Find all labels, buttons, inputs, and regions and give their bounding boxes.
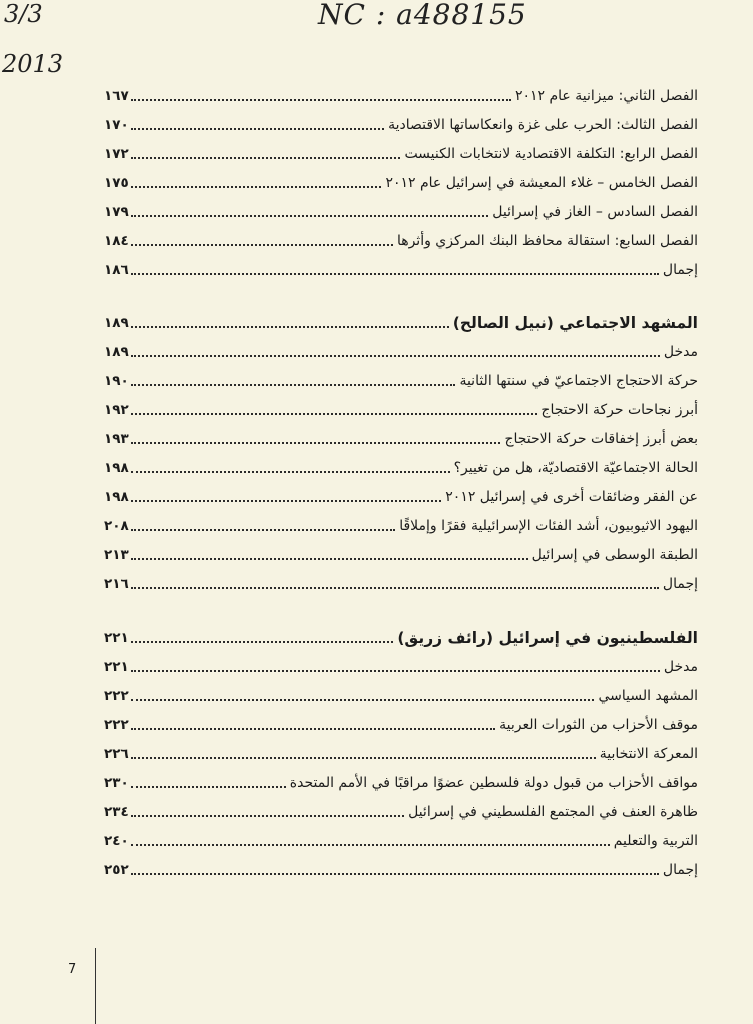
page-number: 7 (68, 962, 77, 977)
dot-leader (131, 99, 511, 101)
dot-leader (131, 699, 595, 701)
toc-entry-title: المشهد السياسي (598, 688, 698, 704)
toc-entry (104, 769, 698, 793)
toc-entry-title: موقف الأحزاب من الثورات العربية (499, 717, 698, 733)
toc-entry (104, 338, 698, 362)
dot-leader (131, 873, 659, 875)
toc-entry-title: إجمال (662, 862, 698, 878)
dot-leader (131, 587, 659, 589)
toc-entry-page: ١٨٤ (104, 233, 129, 249)
handwritten-year: 2013 (2, 50, 64, 78)
toc-entry-page: ١٧٥ (104, 175, 129, 191)
toc-entry-title: الفصل الثالث: الحرب على غزة وانعكاساتها الاقتصادية (388, 117, 698, 133)
toc-entry-title: إجمال (662, 262, 698, 278)
toc-entry-title: مدخل (663, 344, 698, 360)
toc-entry (104, 570, 698, 594)
toc-entry (104, 198, 698, 222)
toc-entry-title: حركة الاحتجاج الاجتماعيّ في سنتها الثانية (459, 373, 698, 389)
dot-leader (131, 215, 489, 217)
toc-entry-page: ٢٥٢ (104, 862, 129, 878)
toc-entry-page: ١٨٦ (104, 262, 129, 278)
toc-entry-page: ١٧٢ (104, 146, 129, 162)
toc-entry-page: ٢٣٠ (104, 775, 129, 791)
toc-entry (104, 227, 698, 251)
toc-entry-title: الفصل السادس – الغاز في إسرائيل (492, 204, 698, 220)
toc-entry-title: الفصل الثاني: ميزانية عام ٢٠١٢ (514, 88, 698, 104)
dot-leader (131, 273, 659, 275)
toc-entry-page: ٢٢٢ (104, 688, 129, 704)
toc-entry-title: الطبقة الوسطى في إسرائيل (531, 547, 698, 563)
footer-divider (95, 948, 96, 1024)
dot-leader (131, 641, 394, 643)
toc-entry-page: ٢١٣ (104, 547, 129, 563)
toc-entry (104, 256, 698, 280)
toc-entry (104, 367, 698, 391)
toc-entry-page: ٢٠٨ (104, 518, 129, 534)
toc-entry (104, 682, 698, 706)
handwritten-volume-fraction: 3/3 (4, 0, 43, 28)
dot-leader (131, 413, 538, 415)
dot-leader (131, 186, 382, 188)
toc-entry-title: بعض أبرز إخفاقات حركة الاحتجاج (504, 431, 698, 447)
toc-entry-title: مدخل (663, 659, 698, 675)
toc-entry-title: ظاهرة العنف في المجتمع الفلسطيني في إسرائيل (408, 804, 698, 820)
dot-leader (131, 442, 501, 444)
toc-entry-page: ١٨٩ (104, 344, 129, 360)
dot-leader (131, 500, 442, 502)
toc-entry-title: التربية والتعليم (613, 833, 698, 849)
toc-entry-title: إجمال (662, 576, 698, 592)
toc-entry-page: ١٩٨ (104, 460, 129, 476)
toc-entry-page: ٢٢١ (104, 659, 129, 675)
toc-entry-page: ١٨٩ (104, 315, 129, 331)
toc-entry-title: اليهود الاثيوبيون، أشد الفئات الإسرائيلية فقرًا وإملاقًا (399, 518, 698, 534)
toc-entry (104, 711, 698, 735)
dot-leader (131, 670, 660, 672)
toc-entry-page: ٢٢٦ (104, 746, 129, 762)
toc-entry-title: الفلسطينيون في إسرائيل (رائف زريق) (397, 629, 698, 647)
toc-entry-title: المشهد الاجتماعي (نبيل الصالح) (452, 314, 698, 332)
toc-entry (104, 483, 698, 507)
toc-entry (104, 82, 698, 106)
toc-entry-page: ٢٣٤ (104, 804, 129, 820)
dot-leader (131, 529, 395, 531)
toc-section-heading (104, 624, 698, 648)
toc-entry-page: ١٩٢ (104, 402, 129, 418)
toc-entry (104, 856, 698, 880)
toc-entry-title: الفصل الرابع: التكلفة الاقتصادية لانتخابات الكنيست (404, 146, 698, 162)
toc-section-heading (104, 309, 698, 333)
dot-leader (131, 757, 596, 759)
dot-leader (131, 815, 404, 817)
toc-entry (104, 454, 698, 478)
toc-entry (104, 169, 698, 193)
toc-entry-page: ١٩٣ (104, 431, 129, 447)
toc-entry-page: ١٧٩ (104, 204, 129, 220)
dot-leader (131, 471, 450, 473)
dot-leader (131, 326, 449, 328)
toc-entry (104, 512, 698, 536)
toc-entry-title: الفصل السابع: استقالة محافظ البنك المركزي وأثرها (396, 233, 698, 249)
toc-entry-title: مواقف الأحزاب من قبول دولة فلسطين عضوًا مراقبًا في الأمم المتحدة (289, 775, 698, 791)
toc-entry-page: ١٦٧ (104, 88, 129, 104)
toc-entry (104, 653, 698, 677)
dot-leader (131, 728, 495, 730)
dot-leader (131, 128, 384, 130)
dot-leader (131, 157, 401, 159)
toc-entry (104, 827, 698, 851)
toc-entry-page: ١٩٠ (104, 373, 129, 389)
toc-entry (104, 740, 698, 764)
toc-entry-page: ٢٤٠ (104, 833, 129, 849)
toc-entry-title: الفصل الخامس – غلاء المعيشة في إسرائيل عام ٢٠١٢ (385, 175, 698, 191)
toc-entry-title: الحالة الاجتماعيّة الاقتصاديّة، هل من تغيير؟ (453, 460, 698, 476)
toc-entry-page: ١٩٨ (104, 489, 129, 505)
toc-entry-title: عن الفقر وضائقات أخرى في إسرائيل ٢٠١٢ (445, 489, 698, 505)
toc-entry-page: ٢١٦ (104, 576, 129, 592)
toc-entry (104, 541, 698, 565)
toc-entry-title: أبرز نجاحات حركة الاحتجاج (541, 402, 698, 418)
dot-leader (131, 244, 393, 246)
dot-leader (131, 558, 528, 560)
toc-entry (104, 396, 698, 420)
handwritten-catalog-number: NC : a488155 (318, 0, 527, 31)
toc-entry (104, 425, 698, 449)
toc-entry-page: ٢٢٢ (104, 717, 129, 733)
toc-entry-page: ٢٢١ (104, 630, 129, 646)
dot-leader (131, 355, 660, 357)
toc-entry (104, 111, 698, 135)
toc-entry-title: المعركة الانتخابية (599, 746, 698, 762)
dot-leader (131, 786, 286, 788)
toc-entry-page: ١٧٠ (104, 117, 129, 133)
toc-entry (104, 798, 698, 822)
toc-entry (104, 140, 698, 164)
dot-leader (131, 844, 610, 846)
dot-leader (131, 384, 456, 386)
